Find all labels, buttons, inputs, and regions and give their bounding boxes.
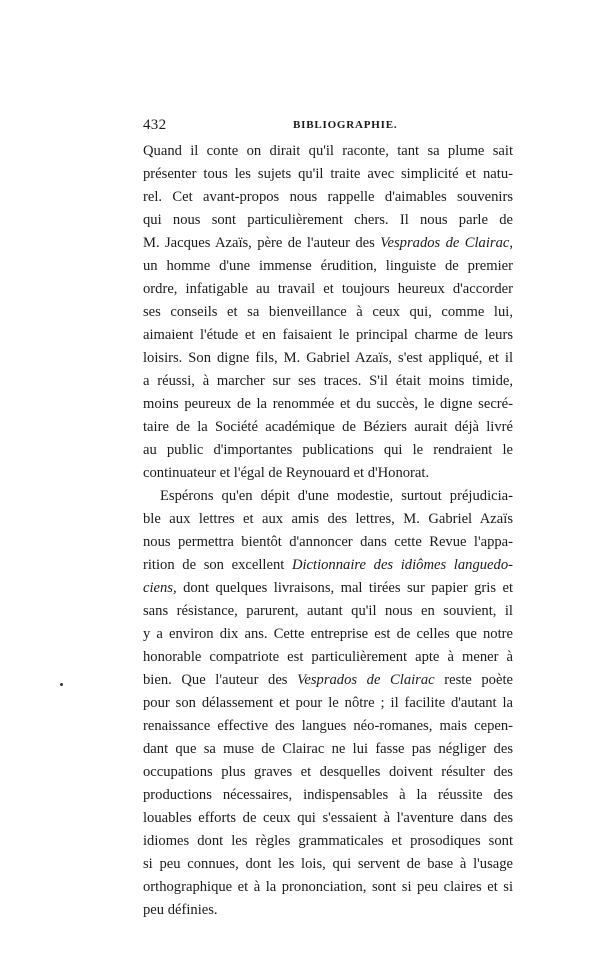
- text-line: ble aux lettres et aux amis des lettres, M. Gabriel Azaïs: [143, 511, 513, 527]
- text-line: y a environ dix ans. Cette entreprise est de celles que notre: [143, 626, 513, 642]
- text-line: peu définies.: [143, 902, 218, 918]
- text-line: [143, 577, 513, 600]
- text-run: rition de son excellent: [143, 557, 292, 573]
- italic-title: Dictionnaire des idiômes languedo-: [291, 557, 513, 573]
- running-head-title: BIBLIOGRAPHIE.: [293, 119, 398, 131]
- paragraph-1: [143, 140, 513, 485]
- text-line: moins peureux de la renommée et du succès, le digne secré-: [143, 396, 513, 412]
- text-run: M. Jacques Azaïs, père de l'auteur des: [143, 235, 381, 251]
- text-line: dant que sa muse de Clairac ne lui fasse pas négliger des: [143, 741, 513, 757]
- italic-title: Vesprados de Clairac: [297, 672, 435, 688]
- text-line: [143, 232, 513, 255]
- text-line: orthographique et à la prononciation, sont si peu claires et si: [143, 879, 513, 895]
- text-run: bien. Que l'auteur des: [143, 672, 298, 688]
- text-run: dont quelques livraisons, mal tirées sur papier gris et: [176, 580, 513, 596]
- text-line: qui nous sont particulièrement chers. Il nous parle de: [143, 212, 513, 228]
- page-number: 432: [143, 117, 167, 133]
- print-speck: [60, 683, 63, 686]
- text-line: [143, 669, 513, 692]
- running-head: [143, 117, 513, 137]
- text-line: Quand il conte on dirait qu'il raconte, tant sa plume sait: [143, 143, 513, 159]
- text-line: un homme d'une immense érudition, linguiste de premier: [143, 258, 513, 274]
- text-line: au public d'importantes publications qui le rendraient le: [143, 442, 513, 458]
- text-line: ses conseils et sa bienveillance à ceux qui, comme lui,: [143, 304, 513, 320]
- text-line: occupations plus graves et desquelles doivent résulter des: [143, 764, 513, 780]
- text-line: a réussi, à marcher sur ses traces. S'il était moins timide,: [143, 373, 513, 389]
- text-line: taire de la Société académique de Béziers aurait déjà livré: [143, 419, 513, 435]
- text-line: renaissance effective des langues néo-romanes, mais cepen-: [143, 718, 513, 734]
- text-line: pour son délassement et pour le nôtre ; il facilite d'autant la: [143, 695, 513, 711]
- text-line: nous permettra bientôt d'annoncer dans cette Revue l'appa-: [143, 534, 513, 550]
- text-line: idiomes dont les règles grammaticales et prosodiques sont: [143, 833, 513, 849]
- italic-title: Vesprados de Clairac: [380, 235, 510, 251]
- text-line: ordre, infatigable au travail et toujours heureux d'accorder: [143, 281, 513, 297]
- text-line: loisirs. Son digne fils, M. Gabriel Azaïs, s'est appliqué, et il: [143, 350, 513, 366]
- text-run: reste poète: [434, 672, 513, 688]
- body-text: [143, 140, 513, 922]
- text-line: aimaient l'étude et en faisaient le principal charme de leurs: [143, 327, 513, 343]
- text-line: honorable compatriote est particulièrement apte à mener à: [143, 649, 513, 665]
- text-line: productions nécessaires, indispensables à la réussite des: [143, 787, 513, 803]
- text-line: sans résistance, parurent, autant qu'il nous en souvient, il: [143, 603, 513, 619]
- paragraph-2: [143, 485, 513, 922]
- text-line: rel. Cet avant-propos nous rappelle d'aimables souvenirs: [143, 189, 513, 205]
- text-line: si peu connues, dont les lois, qui servent de base à l'usage: [143, 856, 513, 872]
- text-line: [143, 554, 513, 577]
- italic-title: ciens,: [143, 580, 177, 596]
- text-run: ,: [509, 235, 513, 251]
- text-line: louables efforts de ceux qui s'essaient à l'aventure dans des: [143, 810, 513, 826]
- text-line: continuateur et l'égal de Reynouard et d'Honorat.: [143, 465, 430, 481]
- text-line: Espérons qu'en dépit d'une modestie, surtout préjudicia-: [160, 488, 513, 504]
- text-line: présenter tous les sujets qu'il traite avec simplicité et natu-: [143, 166, 513, 182]
